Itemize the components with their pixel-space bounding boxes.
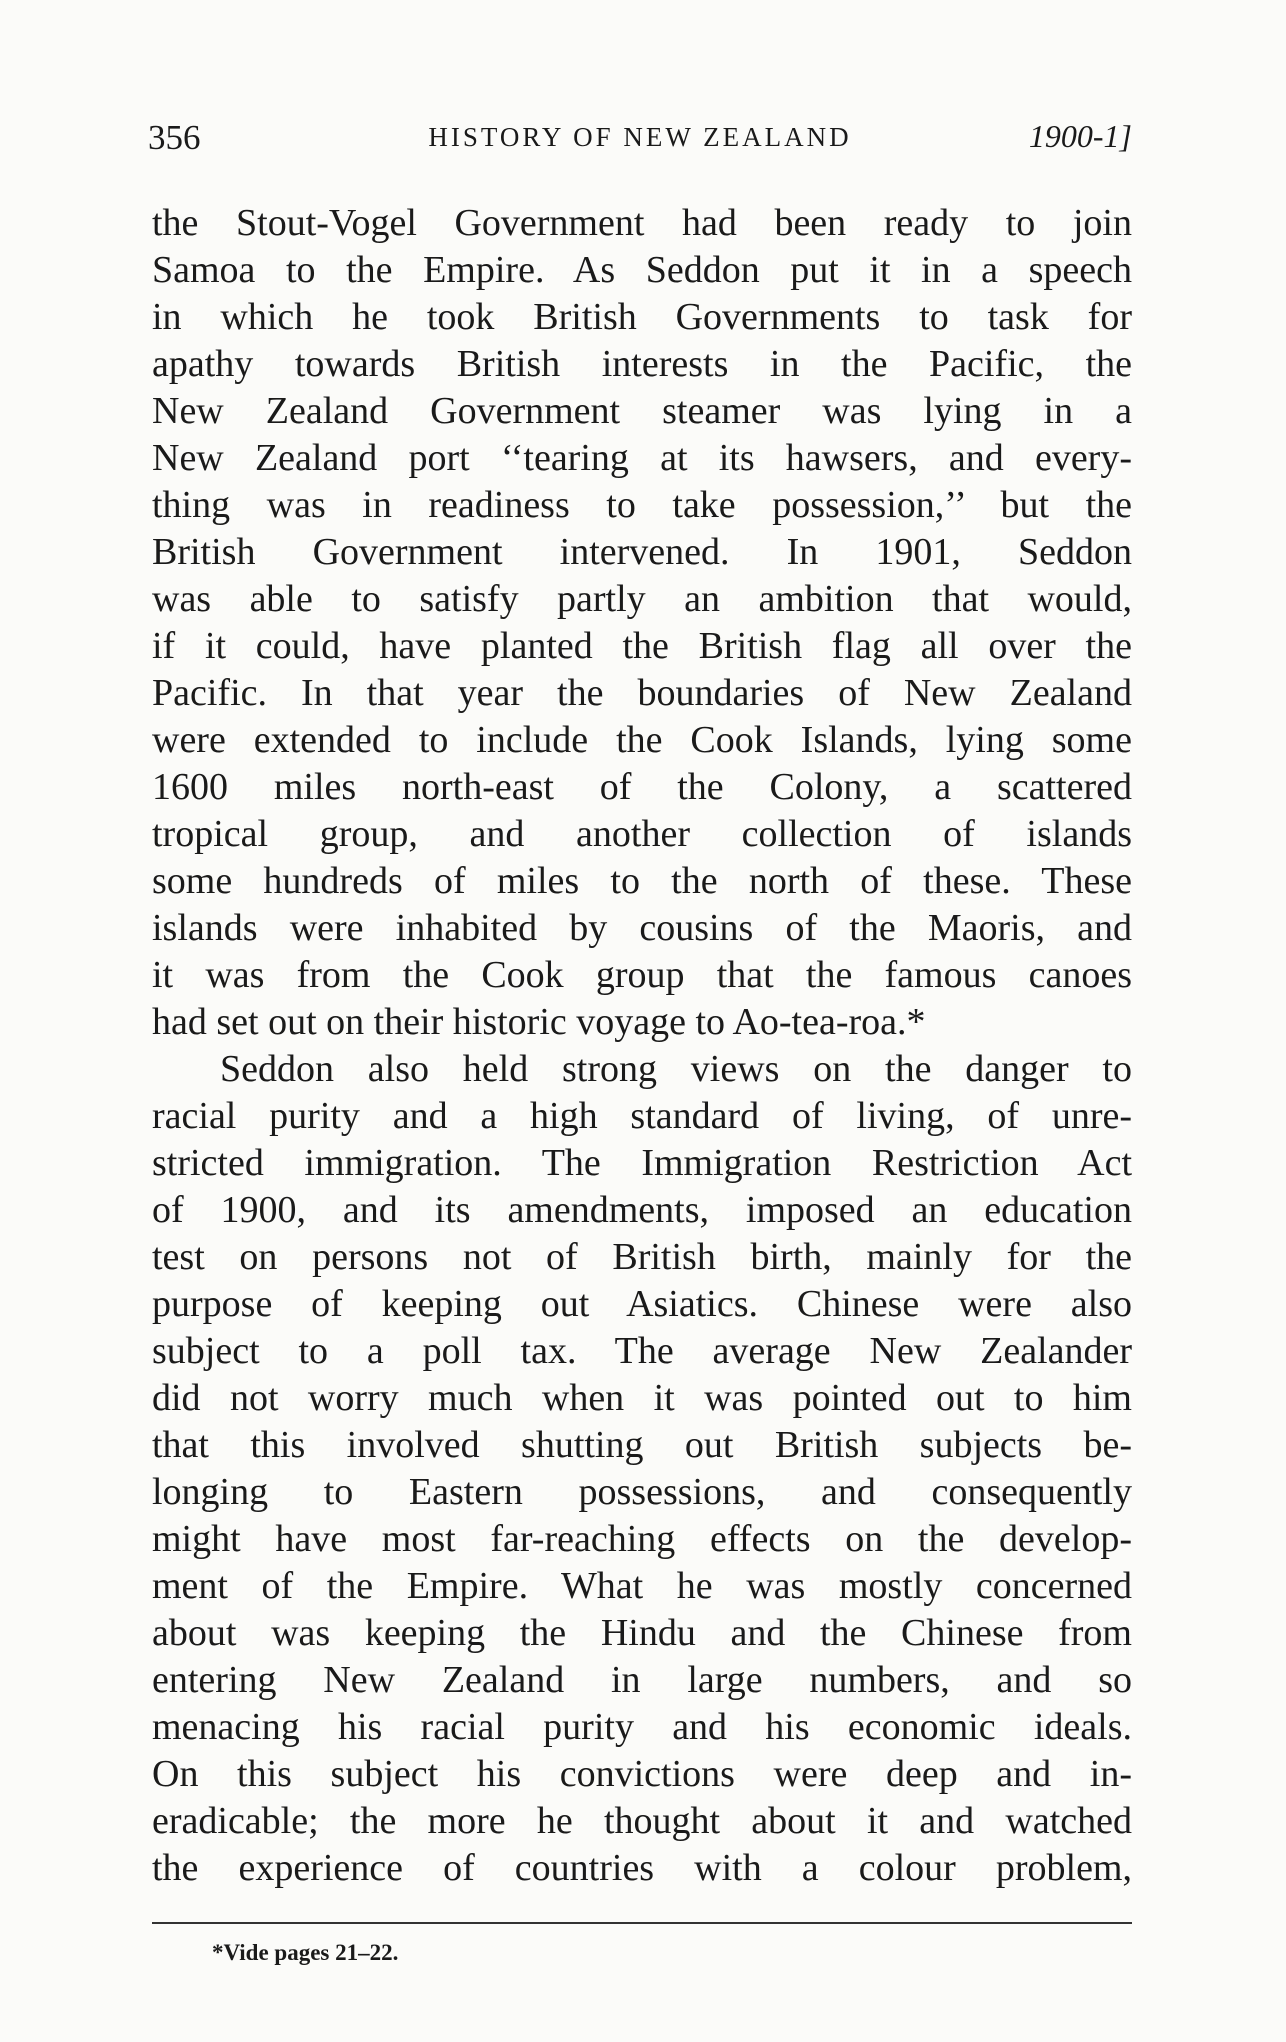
text-line: thing was in readiness to take possession,’’ but the: [152, 484, 1132, 526]
text-line: British Government intervened. In 1901, Seddon: [152, 531, 1132, 573]
text-line: subject to a poll tax. The average New Zealander: [152, 1330, 1132, 1372]
text-line: in which he took British Governments to task for: [152, 296, 1132, 338]
text-line: purpose of keeping out Asiatics. Chinese were also: [152, 1283, 1132, 1325]
text-line: eradicable; the more he thought about it and watched: [152, 1800, 1132, 1842]
body-text: [152, 200, 1132, 1892]
text-line: the Stout-Vogel Government had been ready to join: [152, 202, 1132, 244]
text-line: it was from the Cook group that the famous canoes: [152, 954, 1132, 996]
text-line: that this involved shutting out British subjects be-: [152, 1424, 1132, 1466]
text-line: ment of the Empire. What he was mostly concerned: [152, 1565, 1132, 1607]
text-line: did not worry much when it was pointed out to him: [152, 1377, 1132, 1419]
text-line: menacing his racial purity and his economic ideals.: [152, 1706, 1132, 1748]
text-line: islands were inhabited by cousins of the Maoris, and: [152, 907, 1132, 949]
text-line: of 1900, and its amendments, imposed an education: [152, 1189, 1132, 1231]
text-line: the experience of countries with a colour problem,: [152, 1847, 1132, 1889]
text-line: longing to Eastern possessions, and consequently: [152, 1471, 1132, 1513]
running-header: [148, 118, 1132, 168]
text-line: about was keeping the Hindu and the Chinese from: [152, 1612, 1132, 1654]
text-line: some hundreds of miles to the north of these. These: [152, 860, 1132, 902]
year-range: 1900-1]: [1028, 118, 1132, 154]
text-line: might have most far-reaching effects on the develop-: [152, 1518, 1132, 1560]
text-line: if it could, have planted the British flag all over the: [152, 625, 1132, 667]
text-line: stricted immigration. The Immigration Restriction Act: [152, 1142, 1132, 1184]
running-title: HISTORY OF NEW ZEALAND: [428, 122, 852, 152]
footnote: *Vide pages 21–22.: [212, 1940, 399, 1965]
text-line: On this subject his convictions were deep and in-: [152, 1753, 1132, 1795]
text-line: tropical group, and another collection of islands: [152, 813, 1132, 855]
page-number: 356: [148, 118, 201, 157]
text-line: Samoa to the Empire. As Seddon put it in a speech: [152, 249, 1132, 291]
text-line: had set out on their historic voyage to Ao-tea-roa.*: [152, 1001, 926, 1043]
text-line: entering New Zealand in large numbers, and so: [152, 1659, 1132, 1701]
text-line: test on persons not of British birth, mainly for the: [152, 1236, 1132, 1278]
text-line: New Zealand port ‘‘tearing at its hawsers, and every-: [152, 437, 1132, 479]
text-line: Seddon also held strong views on the danger to: [220, 1048, 1132, 1090]
text-line: 1600 miles north-east of the Colony, a scattered: [152, 766, 1132, 808]
text-line: was able to satisfy partly an ambition that would,: [152, 578, 1132, 620]
text-line: New Zealand Government steamer was lying in a: [152, 390, 1132, 432]
footnote-rule: [152, 1922, 1132, 1924]
text-line: apathy towards British interests in the Pacific, the: [152, 343, 1132, 385]
text-line: were extended to include the Cook Islands, lying some: [152, 719, 1132, 761]
text-line: racial purity and a high standard of living, of unre-: [152, 1095, 1132, 1137]
text-line: Pacific. In that year the boundaries of New Zealand: [152, 672, 1132, 714]
